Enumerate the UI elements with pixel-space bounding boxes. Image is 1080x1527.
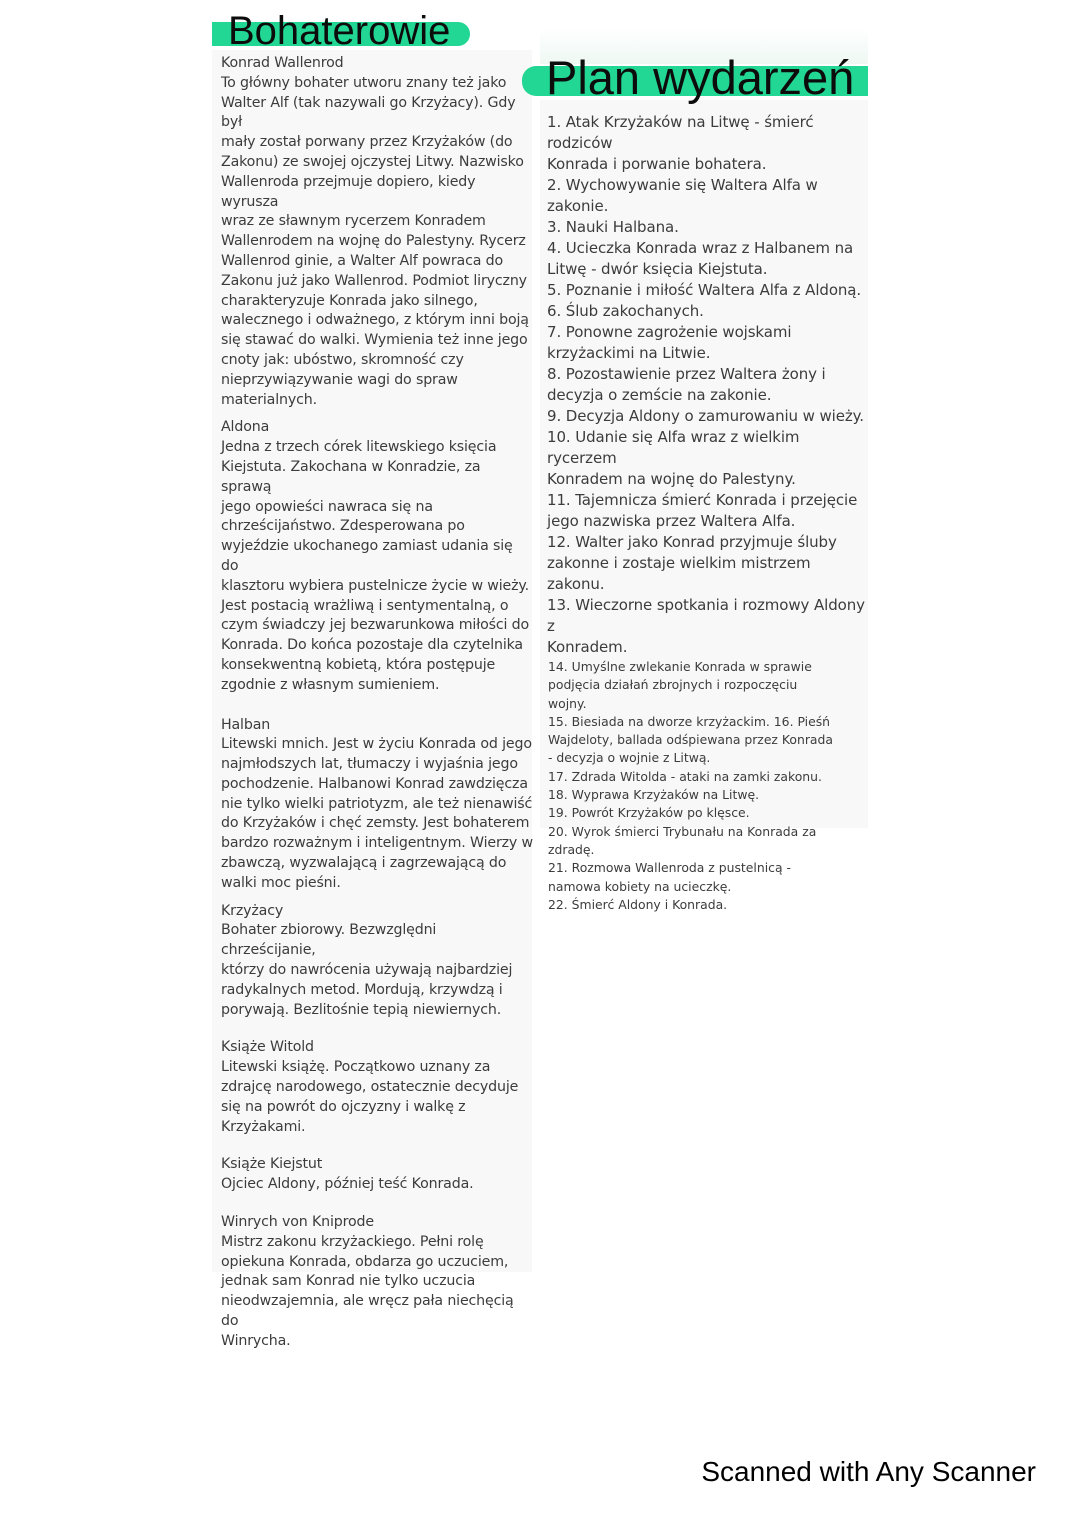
character-name: Konrad Wallenrod [221, 55, 344, 71]
plan-item: 17. Zdrada Witolda - ataki na zamki zakonu. [548, 768, 822, 784]
plan-item: 6. Ślub zakochanych. [547, 302, 704, 320]
plan-item: 19. Powrót Krzyżaków po klęsce. [548, 805, 750, 821]
plan-item: 5. Poznanie i miłość Waltera Alfa z Aldoną. [547, 281, 862, 299]
plan-item: 4. Ucieczka Konrada wraz z Halbanem na Litwę - dwór księcia Kiejstuta. [547, 239, 854, 278]
character-description: Mistrz zakonu krzyżackiego. Pełni rolę opiekuna Konrada, obdarza go uczuciem, jednak sam Konrad nie tylko uczucia nieodwzajemnia, ale wręcz pała niechęcią do Winrycha. [221, 1233, 514, 1349]
character-entry [221, 1038, 533, 1137]
character-name: Winrych von Kniprode [221, 1214, 374, 1231]
plan-list [547, 112, 867, 914]
plan-item: 20. Wyrok śmierci Trybunału na Konrada za zdradę. [548, 823, 817, 857]
plan-item: 14. Umyślne zwlekanie Konrada w sprawie podjęcia działań zbrojnych i rozpoczęciu wojny. [548, 659, 812, 711]
character-description: Bohater zbiorowy. Bezwzględni chrześcijanie, którzy do nawrócenia używają najbardziej radykalnych metod. Mordują, krzywdzą i porywają. Bezlitośnie tepią niewiernych. [221, 922, 513, 1018]
plan-item: 8. Pozostawienie przez Waltera żony i decyzja o zemście na zakonie. [547, 365, 826, 404]
character-name: Krzyżacy [221, 902, 284, 919]
character-description: Litewski mnich. Jest w życiu Konrada od jego najmłodszych lat, tłumaczy i wyjaśnia jego pochodzenie. Halbanowi Konrad zawdzięcza nie tylko wielki patriotyzm, ale też nienawiść do Krzyżaków i chęć zemsty. Jest bohaterem bardzo rozważnym i inteligentnym. Wierzy w zbawczą, wyzwalającą i zagrzewającą do walki moc pieśni. [221, 736, 533, 891]
plan-item: 9. Decyzja Aldony o zamurowaniu w wieży. [547, 407, 864, 425]
character-entry [221, 1213, 533, 1352]
character-name: Aldona [221, 419, 270, 436]
character-description: To główny bohater utworu znany też jako Walter Alf (tak nazywali go Krzyżacy). Gdy był mały został porwany przez Krzyżaków (do Zakonu) ze swojej ojczystej Litwy. Nazwisko Wallenroda przejmuje dopiero, kiedy wyrusza wraz ze sławnym rycerzem Konradem Wallenrodem na wojnę do Palestyny. Rycerz Wallenrod ginie, a Walter Alf powraca do Zakonu już jako Wallenrod. Podmiot liryczny charakteryzuje Konrada jako silnego, walecznego i odważnego, z którym inni boją się stawać do walki. Wymienia też inne jego cnoty jak: ubóstwo, skromność czy nieprzywiązywanie wagi do spraw materialnych. [221, 74, 529, 408]
plan-item: 11. Tajemnicza śmierć Konrada i przejęcie jego nazwiska przez Waltera Alfa. [547, 491, 858, 530]
plan-item: 7. Ponowne zagrożenie wojskami krzyżackimi na Litwie. [547, 323, 792, 362]
character-entry [221, 418, 533, 695]
characters-list [221, 54, 533, 1352]
plan-title: Plan wydarzeń [546, 51, 855, 104]
character-name: Książe Witold [221, 1039, 314, 1056]
character-name: Halban [221, 716, 271, 733]
character-description: Ojciec Aldony, później teść Konrada. [221, 1176, 474, 1193]
plan-item: 18. Wyprawa Krzyżaków na Litwę. [548, 787, 760, 803]
character-entry [221, 716, 533, 894]
character-entry [221, 902, 533, 1021]
character-description: Litewski książę. Początkowo uznany za zdrajcę narodowego, ostatecznie decyduje się na powrót do ojczyzny i walkę z Krzyżakami. [221, 1059, 519, 1135]
plan-item: 21. Rozmowa Wallenroda z pustelnicą - namowa kobiety na ucieczkę. [548, 860, 791, 894]
plan-item: 13. Wieczorne spotkania i rozmowy Aldony z Konradem. [547, 596, 865, 656]
plan-item: 15. Biesiada na dworze krzyżackim. 16. Pieśń Wajdeloty, ballada odśpiewana przez Konrada - decyzja o wojnie z Litwą. [548, 713, 833, 766]
characters-title: Bohaterowie [228, 9, 451, 53]
plan-item: 2. Wychowywanie się Waltera Alfa w zakonie. [547, 176, 818, 215]
character-description: Jedna z trzech córek litewskiego księcia Kiejstuta. Zakochana w Konradzie, za sprawą jego opowieści nawraca się na chrześcijaństwo. Zdesperowana po wyjeździe ukochanego zamiast udania się do klasztoru wybiera pustelnicze życie w wieży. Jest postacią wrażliwą i sentymentalną, o czym świadczy jej bezwarunkowa miłości do Konrada. Do końca pozostaje dla czytelnika konsekwentną kobietą, która postępuje zgodnie z własnym sumieniem. [221, 439, 530, 693]
plan-item: 3. Nauki Halbana. [547, 218, 679, 236]
plan-item: 1. Atak Krzyżaków na Litwę - śmierć rodziców Konrada i porwanie bohatera. [547, 113, 814, 173]
character-entry [221, 54, 533, 410]
plan-item: 10. Udanie się Alfa wraz z wielkim rycerzem Konradem na wojnę do Palestyny. [547, 428, 800, 488]
character-name: Książe Kiejstut [221, 1156, 323, 1173]
scanner-watermark: Scanned with Any Scanner [701, 1456, 1036, 1487]
character-entry [221, 1155, 533, 1195]
plan-item: 22. Śmierć Aldony i Konrada. [548, 896, 728, 912]
plan-item: 12. Walter jako Konrad przyjmuje śluby zakonne i zostaje wielkim mistrzem zakonu. [547, 533, 837, 593]
